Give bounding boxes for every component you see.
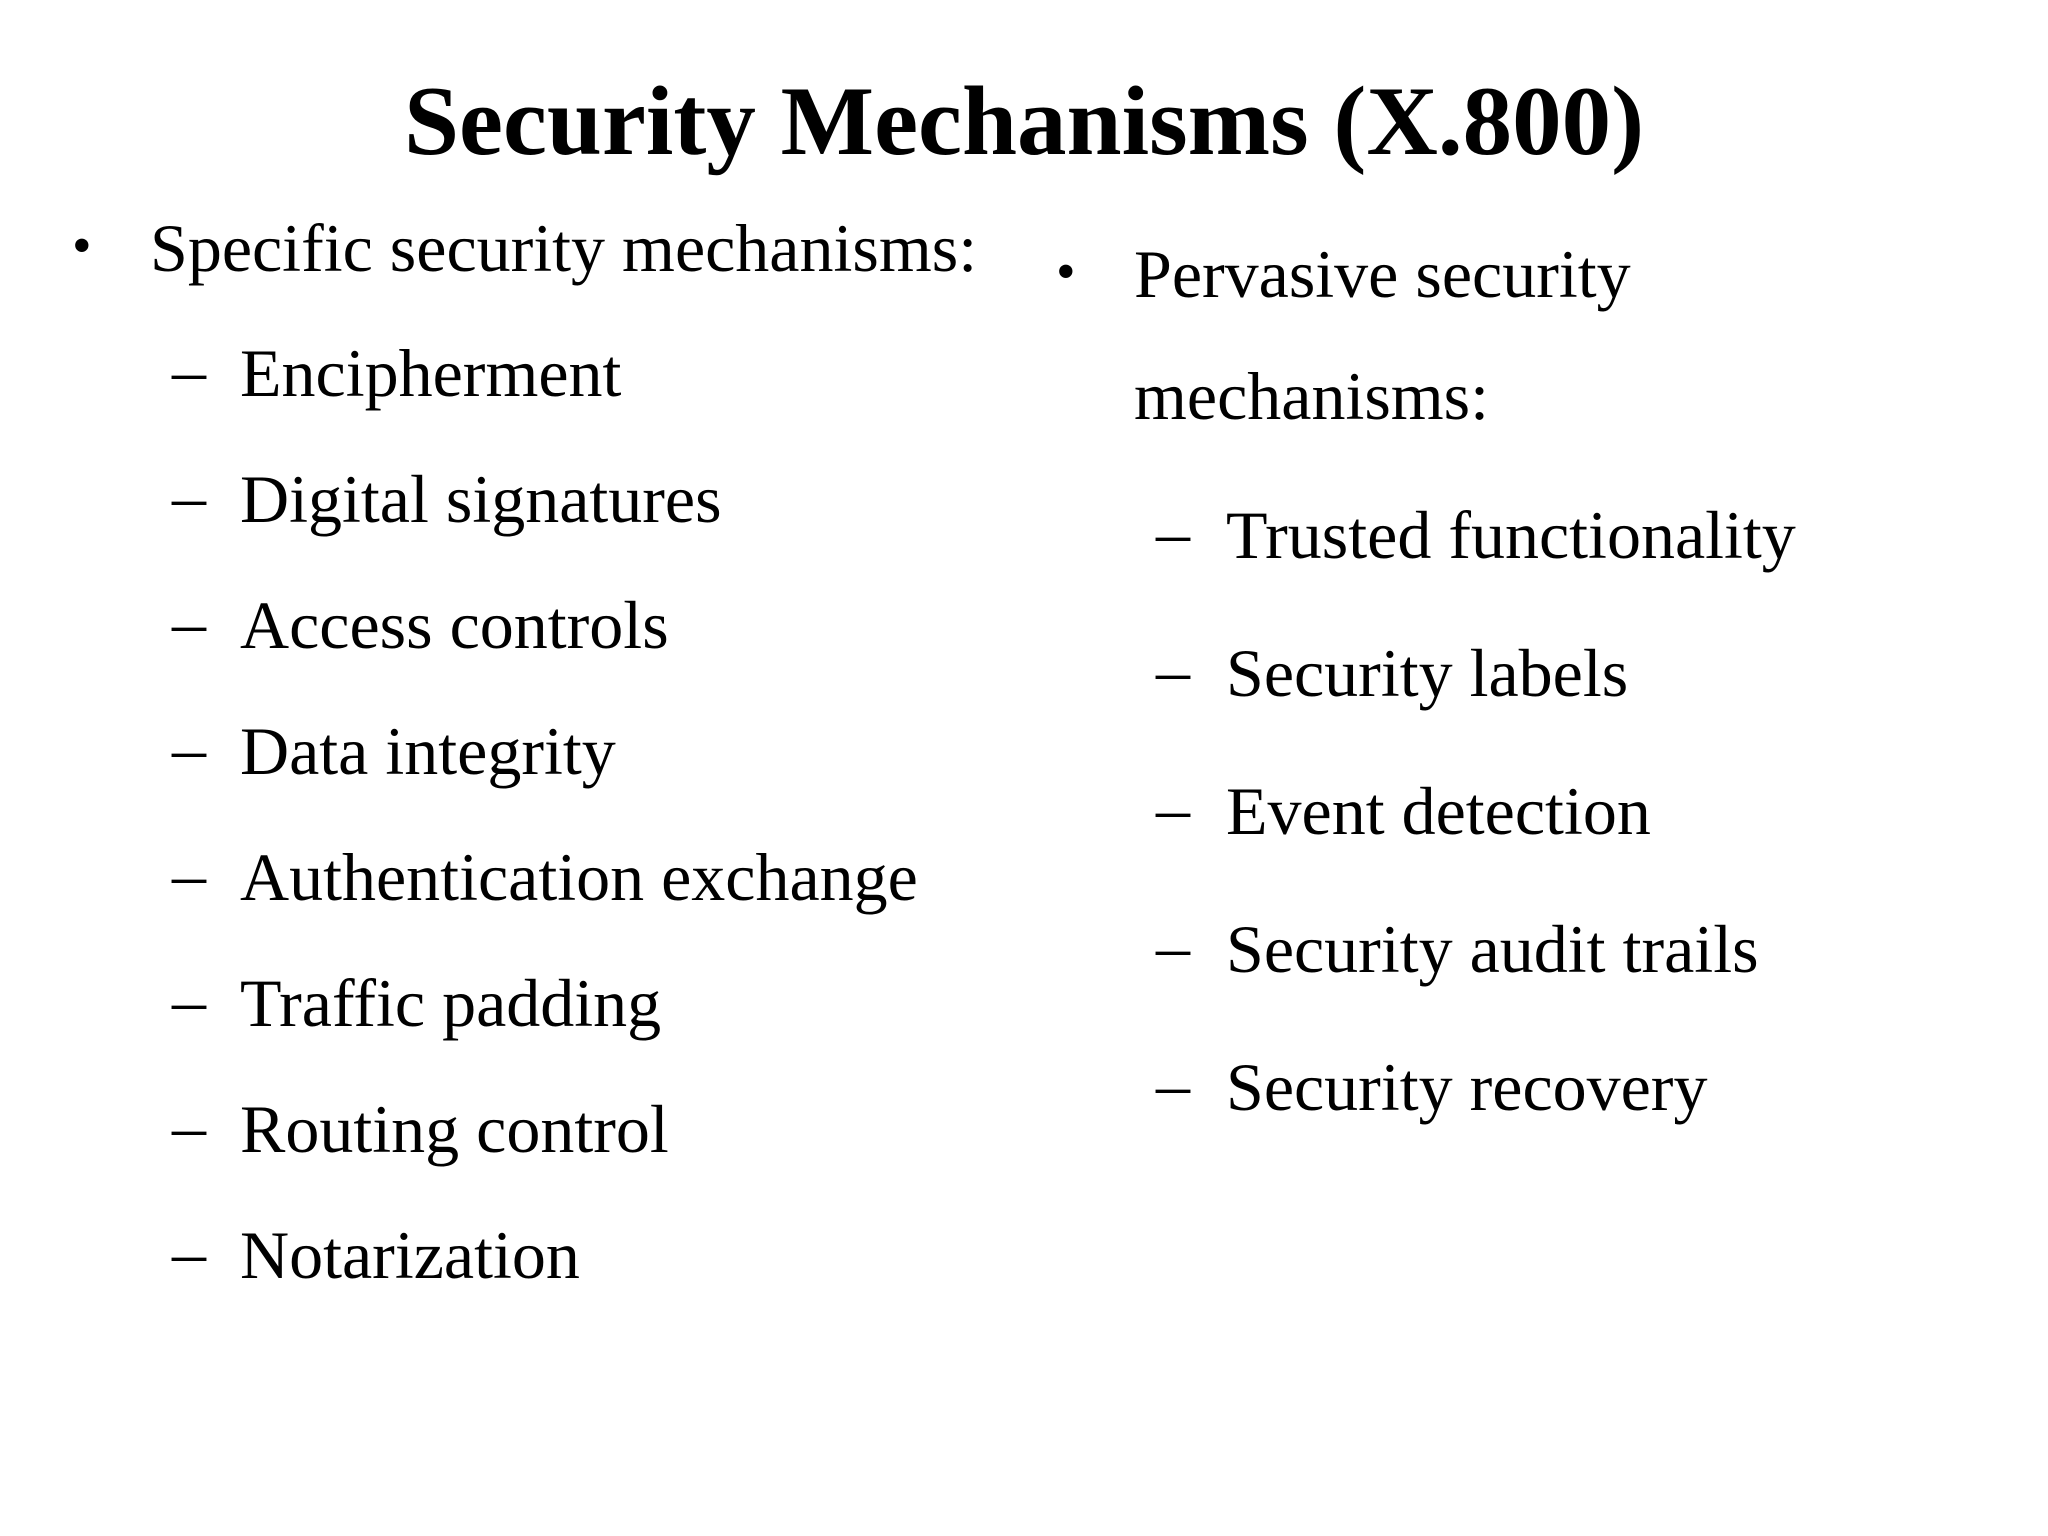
left-heading: Specific security mechanisms: bbox=[150, 210, 978, 286]
left-list-item: Authentication exchange bbox=[240, 839, 918, 915]
dash-icon: – bbox=[172, 332, 206, 408]
right-heading-line2: mechanisms: bbox=[1134, 358, 1490, 434]
dash-icon: – bbox=[1156, 770, 1190, 846]
left-list-item: Notarization bbox=[240, 1217, 580, 1293]
dash-icon: – bbox=[172, 458, 206, 534]
right-list-item: Event detection bbox=[1226, 773, 1651, 849]
dash-icon: – bbox=[172, 1088, 206, 1164]
left-list-item: Access controls bbox=[240, 587, 669, 663]
right-list-item: Security audit trails bbox=[1226, 911, 1759, 987]
dash-icon: – bbox=[1156, 1046, 1190, 1122]
right-list-item: Security recovery bbox=[1226, 1049, 1708, 1125]
dash-icon: – bbox=[172, 962, 206, 1038]
dash-icon: – bbox=[172, 1214, 206, 1290]
dash-icon: – bbox=[1156, 908, 1190, 984]
bullet-icon: • bbox=[72, 215, 92, 277]
dash-icon: – bbox=[172, 710, 206, 786]
left-list-item: Data integrity bbox=[240, 713, 616, 789]
left-list-item: Encipherment bbox=[240, 335, 622, 411]
dash-icon: – bbox=[172, 584, 206, 660]
right-heading-line1: Pervasive security bbox=[1134, 236, 1631, 312]
dash-icon: – bbox=[1156, 494, 1190, 570]
right-list-item: Trusted functionality bbox=[1226, 497, 1796, 573]
left-list-item: Routing control bbox=[240, 1091, 669, 1167]
left-list-item: Digital signatures bbox=[240, 461, 722, 537]
right-list-item: Security labels bbox=[1226, 635, 1629, 711]
bullet-icon: • bbox=[1056, 241, 1076, 303]
slide-title: Security Mechanisms (X.800) bbox=[403, 67, 1645, 176]
dash-icon: – bbox=[1156, 632, 1190, 708]
dash-icon: – bbox=[172, 836, 206, 912]
left-list-item: Traffic padding bbox=[240, 965, 662, 1041]
